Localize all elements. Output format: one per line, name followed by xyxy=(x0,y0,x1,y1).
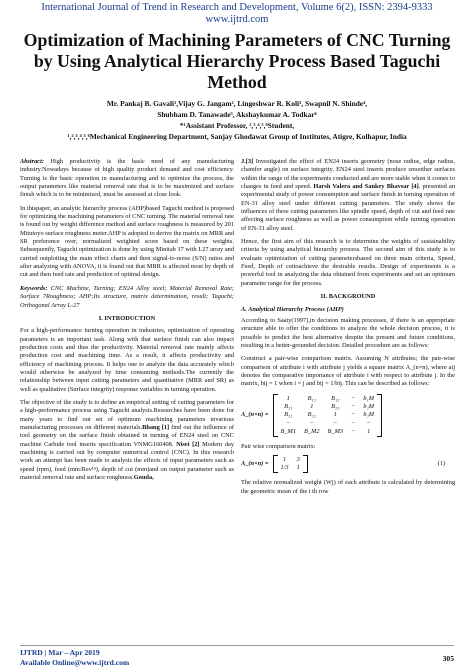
introduction-heading: I. INTRODUCTION xyxy=(98,314,156,322)
matrix-cell: − xyxy=(351,402,356,410)
right-paragraph-3: According to Saaty(1997),in decision making processes, if there is an appropriate structure able to offer the conditions to analyze the whole decision process, it is possible to predict the best alternative despite the present and future conditions, resulting in a better-grounded decision. Detailed procedure are as follows: xyxy=(241,316,455,349)
pair-wise-matrix xyxy=(273,455,308,474)
journal-header xyxy=(0,2,474,26)
right-paragraph-4: Construct a pair-wise comparison matrix. Assuming N attributes; the pair-wise comparison of attribute i with attribute j yields a square matrix A_(n×n), where aij denotes the comparative importance of attribute i with respect to attribute j. In the matrix, bij = 1 when i = j and bij = 1/bij. This can be described as follows: xyxy=(241,355,455,388)
matrix-cell: − xyxy=(309,419,314,427)
matrix-cell: B₁₂ xyxy=(307,394,316,402)
journal-website[interactable]: www.ijtrd.com xyxy=(205,14,269,25)
matrix-cell: 1 xyxy=(333,411,337,419)
journal-line: International Journal of Trend in Research and Development, Volume 6(2), ISSN: 2394-9333 xyxy=(41,2,433,13)
matrix-cell: 1 xyxy=(286,394,290,402)
matrix-cell: 1 xyxy=(367,427,371,435)
page-footer xyxy=(20,648,454,668)
author-line-2: Shubham D. Tanawade⁵, Akshaykumar A. Todkar⁶ xyxy=(157,110,317,119)
small-matrix-lhs: A_(n×n) = xyxy=(241,459,269,467)
reference-bhang: Bhang [1] xyxy=(142,423,170,431)
matrix-cell: b₁M xyxy=(363,394,374,402)
author-line-1: Mr. Pankaj B. Gavali¹,Vijay G. Jangam², Lingeshwar R. Koli³, Swapnil N. Shinde⁴, xyxy=(106,99,368,108)
right-text-b: . presented an experimental study of power consumption and surface finish in turning operation of EN-31 alloy steel under different cutting parameters. The study shows the influences of three cutting parameters like spindle speed, depth of cut and feed rate affecting surface roughness as well as power consumption while turning operation of EN-31 alloy steel. xyxy=(241,183,455,232)
reference-nisei: Nisei [2] xyxy=(176,440,200,448)
matrix-right-bracket xyxy=(377,394,382,438)
footer-rule xyxy=(20,645,454,646)
introduction-paragraph-1: For a high-performance turning operation in industries, optimization of operating parameters is an important task. Along with that surface finish can also impact production costs and thus the productivity. Material removal rate mainly affects production cost and machining time. As a result, it affects productivity and efficiency of machining process. It helps one to analyze the data accurately which would otherwise be analyzed by time consuming methods.The currently the relationship between input cutting parameters and quantitative (MRR and SR) as well as qualitative (Surface integrity) response variables in turning operation. xyxy=(20,327,234,393)
abstract-paragraph xyxy=(20,158,234,200)
matrix-cell: B₂₃ xyxy=(331,402,340,410)
reference-gouda: Gouda, xyxy=(133,474,154,482)
reference-j3: J.[3] xyxy=(241,158,254,165)
abstract-text: High productivity is the basic need of any manufacturing industry.Nowadays because of high quality product demand and cost efficiency. Turning is the basic operation in manufacturing and to optimize the process, the output parameters like material removal rate that is to be maximized and surface finish which is to be minimized, must be assessed at close look. xyxy=(20,158,234,199)
small-matrix-cell: 3 xyxy=(296,455,300,463)
pair-wise-label: Pair wise comparison matrix: xyxy=(241,443,316,451)
matrix-cell: B_M1 xyxy=(280,427,297,435)
matrix-grid xyxy=(278,394,378,438)
author-block xyxy=(20,98,454,142)
matrix-cell: − xyxy=(351,419,356,427)
matrix-cell: − xyxy=(351,411,356,419)
matrix-cell: 1 xyxy=(310,402,314,410)
ahp-subheading: A. Analytical Hierarchy Process (AHP) xyxy=(241,305,344,313)
page-number: 305 xyxy=(442,654,454,663)
author-role-line: *¹Assistant Professor, ²,³,⁴,⁵,⁶Student, xyxy=(179,121,295,130)
pair-wise-matrix-equation xyxy=(241,455,455,474)
small-matrix-right-bracket xyxy=(303,455,308,474)
small-matrix-cell: 1 xyxy=(282,455,287,463)
matrix-cell: − xyxy=(351,394,356,402)
matrix-cell: B_M3 xyxy=(327,427,344,435)
small-matrix-grid xyxy=(278,455,303,474)
right-column xyxy=(241,158,455,501)
abstract-label: Abstract: xyxy=(20,158,44,165)
matrix-cell: B₁₃ xyxy=(331,394,340,402)
matrix-cell: − xyxy=(286,419,291,427)
keywords-text: CNC Machine, Turning; EN24 Alloy steel; Material Removal Rate; Surface 7Roughness; AHP;Its structure, matrix determination, result; Taguchi; Orthogonal Array L-27 xyxy=(20,284,234,309)
introduction-paragraph-2 xyxy=(20,399,234,482)
affiliation-line: ¹,²,³,⁴,⁵,⁶Mechanical Engineering Department, Sanjay Ghodawat Group of Institutes, Atigre, Kolhapur, India xyxy=(67,132,407,141)
footer-issue: IJTRD | Mar – Apr 2019 xyxy=(20,648,100,657)
reference-valera: Harsh Valera and Sankey Bhavsar [4] xyxy=(313,183,419,191)
small-matrix-cell: 1/3 xyxy=(280,464,289,471)
keywords-paragraph xyxy=(20,285,234,310)
matrix-cell: b₃M xyxy=(363,411,374,419)
right-paragraph-5: The relative normalized weight (Wj) of each attribute is calculated by determining the geometric mean of the i th row xyxy=(241,479,455,495)
matrix-cell: − xyxy=(366,419,371,427)
intro-text-a: The objective of the study is to define an empirical setting of cutting parameters for a high-performance process using Taguchi analysis.Researches have been done for many years to find out set of optimum machining parameters invarious manufacturing processes on different materials. xyxy=(20,398,234,431)
comparison-matrix-equation xyxy=(241,394,455,438)
paper-title: Optimization of Machining Parameters of CNC Turning by Using Analytical Hierarchy Process Based Taguchi Method xyxy=(23,30,451,92)
intro-text-b: find out the influence of tool geometry on the surface finish obtained in turning of EN24 steel on CNC machine Carbide tool inserts specification VNMG160408. xyxy=(20,423,234,448)
right-paragraph-1 xyxy=(241,158,455,233)
matrix-lhs: A_(n×n) = xyxy=(241,411,269,419)
matrix-cell: − xyxy=(351,427,356,435)
right-text-a: Investigated the effect of EN24 inserts geometry (nose radius, edge radius, chamfer angle) on surface integrity. EN24 steel inserts produce smoother surfaces within the range of the experiments conducted and are more stable when it comes to changes in feed and speed. xyxy=(241,158,455,191)
abstract-paragraph-2: In thispaper, an analytic hierarchy process (AHP)based Taguchi method is proposed for optimizing the machining parameters of CNC turning. The material removal rate is found out by weight difference method and surface roughness is measured by 201 Mitutoyo surface roughness meter.AHP is adopted to derive the matrix on MRR and SR preference over, normalized weighted score based on these weights. Subsequently, Taguchi optimization is done by using Minitab 17 with L27 array and carried outplotting the main effect charts and then signal-to-noise (S/N) ratios and after analyzing with ANOVA, it is found out that MRR is affected most by depth of cut and then feed rate and prediction of optimal design. xyxy=(20,204,234,279)
small-matrix-cell: 1 xyxy=(296,464,300,471)
left-column xyxy=(20,158,234,487)
background-heading: II. BACKGROUND xyxy=(320,293,376,301)
matrix-cell: B_M2 xyxy=(304,427,320,435)
matrix-cell: b₂M xyxy=(363,402,374,410)
equation-number: (1) xyxy=(437,459,445,467)
matrix-cell: B₃₁ xyxy=(284,411,293,419)
matrix-cell: − xyxy=(333,419,338,427)
matrix-cell: B₃₂ xyxy=(307,411,316,419)
intro-text-c: Modern day machining is carried out by computer numerical control (CNC). In this research work an attempt has been made to analysis the effects of input parameters such as speed (rpm), feed (mm/Rev¹ⁿ), depth of cut (mm)and on output parameter such as material removal rate and surface roughness. xyxy=(20,440,235,482)
comparison-matrix xyxy=(273,394,383,438)
right-paragraph-2: Hence, the first aim of this research is to determine the weights of sustainability criteria by using analytical hierarchy process. The second aim of this study is to evaluate optimization of cutting parametersbased on three main criteria, Speed, Feed, Depth of cuttoachieve the desirable results. Design of experiments is a powerful tool in analyzing the data obtained from experiments and set an optimum parameter range for the process. xyxy=(241,238,455,287)
keywords-label: Keywords: xyxy=(20,284,48,292)
footer-available-online[interactable]: Available Online@www.ijtrd.com xyxy=(20,658,130,667)
matrix-cell: B₂₁ xyxy=(284,402,293,410)
